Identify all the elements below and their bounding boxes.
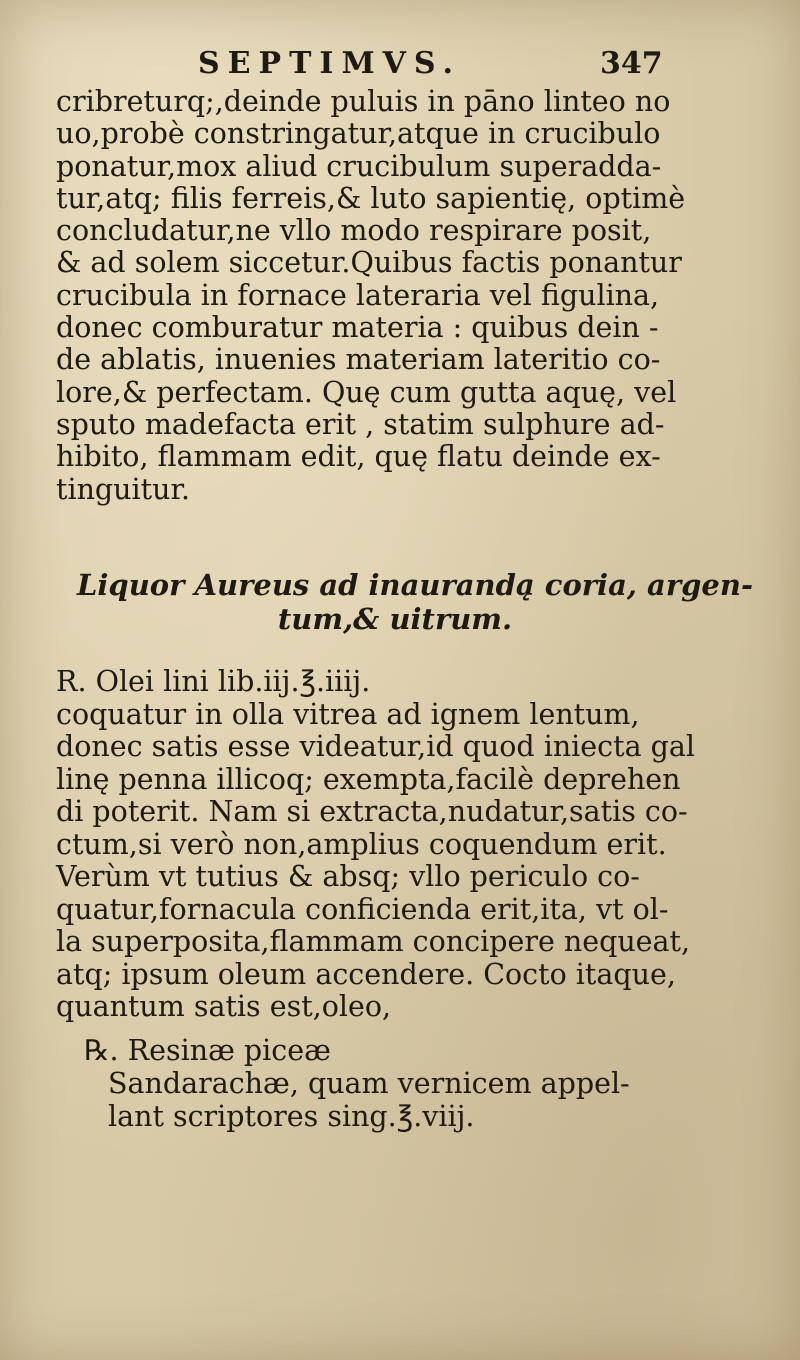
text-line: crucibula in fornace lateraria vel figulina, <box>56 278 660 312</box>
text-line: cribreturq;,deinde puluis in pāno linteo no <box>56 85 671 118</box>
text-line: ponatur,mox aliud crucibulum superadda- <box>56 149 662 183</box>
text-line: tinguitur. <box>56 472 190 506</box>
ingredient-line: ℞. Resinæ piceæ <box>84 1034 331 1067</box>
section-heading <box>0 568 800 636</box>
page-header <box>0 42 800 82</box>
recipe-line: linę penna illicoq; exempta,facilè deprehen <box>56 762 681 796</box>
recipe-line: la superposita,flammam concipere nequeat, <box>56 925 691 958</box>
heading-line: tum,& uitrum. <box>277 602 513 636</box>
recipe-line: atq; ipsum oleum accendere. Cocto itaque, <box>56 957 676 991</box>
ingredient-list <box>56 1034 756 1133</box>
ingredient-line: Sandarachæ, quam vernicem appel- <box>108 1067 630 1100</box>
recipe-line: quantum satis est,oleo, <box>56 990 392 1023</box>
page-number: 347 <box>600 46 663 81</box>
text-line: & ad solem siccetur.Quibus factis ponantur <box>56 246 682 280</box>
recipe-line: R. Olei lini lib.iij.℥.iiij. <box>56 665 371 698</box>
recipe-line: ctum,si verò non,amplius coquendum erit. <box>56 827 667 861</box>
running-title: SEPTIMVS. <box>198 46 461 81</box>
recipe-line: di poterit. Nam si extracta,nudatur,satis co- <box>56 795 688 828</box>
recipe-line: Verùm vt tutius & absq; vllo periculo co- <box>56 860 640 893</box>
text-line: lore,& perfectam. Quę cum gutta aquę, vel <box>56 375 677 409</box>
text-line: de ablatis, inuenies materiam lateritio co- <box>56 343 661 377</box>
recipe-paragraph <box>56 666 756 1024</box>
recipe-line: donec satis esse videatur,id quod iniecta gal <box>56 730 695 763</box>
recipe-line: quatur,fornacula conficienda erit,ita, vt ol- <box>56 892 669 926</box>
text-line: sputo madefacta erit , statim sulphure ad- <box>56 407 665 441</box>
body-paragraph <box>56 86 756 506</box>
ingredient-line: lant scriptores sing.℥.viij. <box>108 1100 475 1133</box>
recipe-line: coquatur in olla vitrea ad ignem lentum, <box>56 697 640 731</box>
text-line: tur,atq; filis ferreis,& luto sapientię, optimè <box>56 181 686 215</box>
heading-line: Liquor Aureus ad inaurandą coria, argen- <box>77 568 753 602</box>
text-line: concludatur,ne vllo modo respirare posit, <box>56 214 652 248</box>
text-line: hibito, flammam edit, quę flatu deinde ex- <box>56 440 661 474</box>
text-line: uo,probè constringatur,atque in crucibulo <box>56 117 661 151</box>
text-line: donec comburatur materia : quibus dein - <box>56 311 659 345</box>
